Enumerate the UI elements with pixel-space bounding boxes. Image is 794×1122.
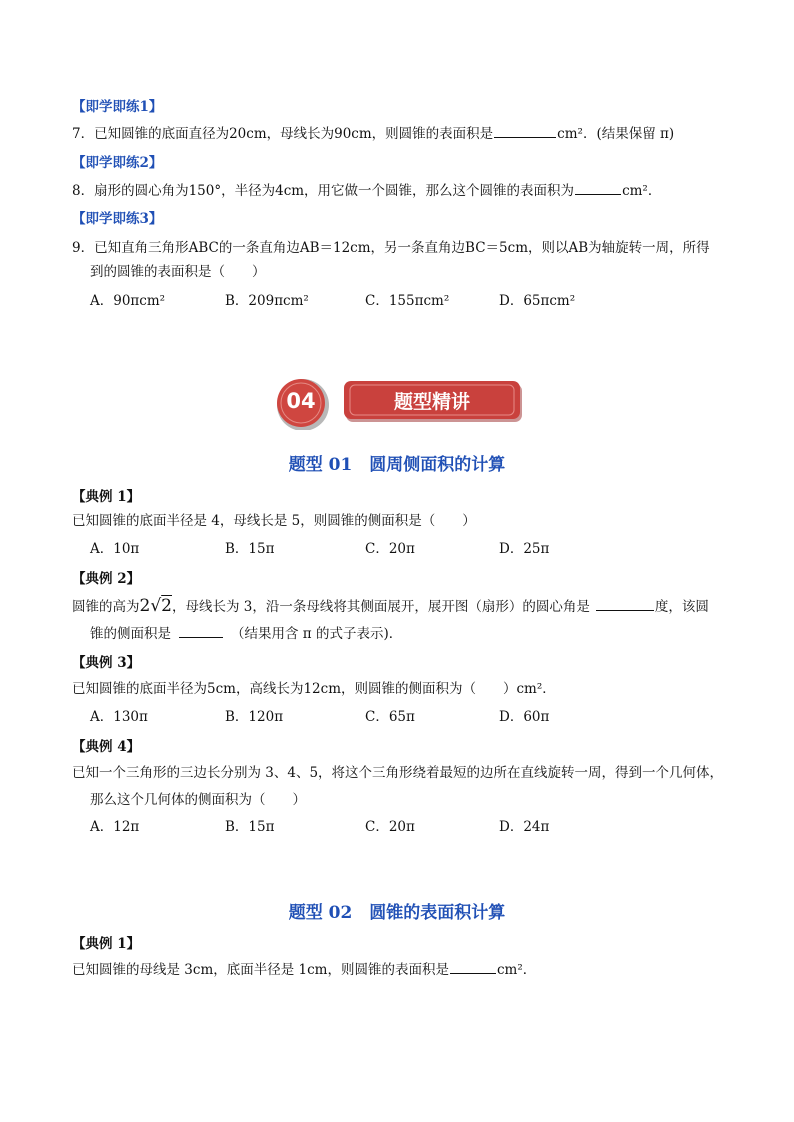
option-a: A．90πcm² (90, 293, 166, 309)
example-tag: 【典例 4】 (72, 739, 141, 755)
answer-blank (450, 960, 496, 974)
answer-blank (575, 181, 621, 195)
badge-number: 04 (286, 389, 316, 413)
option-c: C．20π (365, 541, 415, 557)
option-a: A．10π (90, 541, 140, 557)
example-tag: 【典例 3】 (72, 655, 141, 671)
example-2-line-2 (90, 624, 402, 644)
option-b: B．15π (225, 541, 275, 557)
example-4-line-1: 已知一个三角形的三边长分别为 3、4、5，将这个三角形绕着最短的边所在直线旋转一周，得到一个几何体， (72, 765, 724, 781)
example-tag: 【典例 1】 (72, 936, 141, 952)
option-c: C．155πcm² (365, 293, 450, 309)
sqrt-coefficient: 2 (139, 596, 151, 616)
option-c: C．65π (365, 709, 415, 725)
option-b: B．15π (225, 819, 275, 835)
option-b: B．120π (225, 709, 284, 725)
answer-blank (596, 597, 654, 611)
example-tag: 【典例 1】 (72, 489, 141, 505)
section-badge (272, 378, 524, 430)
option-a: A．130π (90, 709, 148, 725)
question-7-text: 7．已知圆锥的底面直径为20cm，母线长为90cm，则圆锥的表面积是 (72, 126, 494, 142)
sqrt-icon: √ (150, 596, 162, 616)
question-9-line-1: 9．已知直角三角形ABC的一条直角边AB＝12cm，另一条直角边BC＝5cm，则以AB为轴旋转一周，所得 (72, 240, 710, 256)
answer-blank (179, 624, 223, 638)
question-8-text: 8．扇形的圆心角为150°，半径为4cm，用它做一个圆锥，那么这个圆锥的表面积为 (72, 183, 575, 199)
example-2-text-a: 圆锥的高为 (72, 599, 140, 615)
example-2-text-c: 度，该圆 (654, 599, 709, 615)
practice-tag-1: 【即学即练1】 (72, 99, 163, 115)
option-d: D．60π (499, 709, 550, 725)
type2-example-1-question (72, 960, 536, 980)
example-2-text-b: ，母线长为 3，沿一条母线将其侧面展开，展开图（扇形）的圆心角是 (172, 599, 590, 615)
sqrt-radicand: 2 (161, 596, 172, 616)
type2-example-1-text: 已知圆锥的母线是 3cm，底面半径是 1cm，则圆锥的表面积是 (72, 962, 449, 978)
example-tag: 【典例 2】 (72, 571, 141, 587)
question-7 (72, 124, 674, 144)
question-8 (72, 181, 661, 201)
question-9-line-2: 到的圆锥的表面积是（ ） (90, 264, 266, 280)
option-d: D．24π (499, 819, 550, 835)
example-2-text-e: （结果用含 π 的式子表示)． (231, 626, 403, 642)
example-4-line-2: 那么这个几何体的侧面积为（ ） (90, 792, 306, 808)
option-b: B．209πcm² (225, 293, 309, 309)
example-2-text-d: 锥的侧面积是 (90, 626, 171, 642)
practice-tag-3: 【即学即练3】 (72, 211, 163, 227)
type2-title: 题型 02 圆锥的表面积计算 (288, 903, 506, 923)
option-a: A．12π (90, 819, 140, 835)
type2-example-1-unit: cm²． (496, 962, 537, 978)
badge-label: 题型精讲 (393, 391, 470, 413)
option-c: C．20π (365, 819, 415, 835)
answer-blank (494, 124, 556, 138)
question-8-unit: cm²． (622, 183, 662, 199)
example-3-unit: cm²． (516, 681, 556, 697)
practice-tag-2: 【即学即练2】 (72, 155, 163, 171)
example-1-question: 已知圆锥的底面半径是 4，母线长是 5，则圆锥的侧面积是（ ） (72, 513, 476, 529)
option-d: D．25π (499, 541, 550, 557)
example-2-line-1 (72, 596, 709, 617)
example-3-question (72, 679, 556, 699)
type1-title: 题型 01 圆周侧面积的计算 (288, 455, 506, 475)
example-3-text: 已知圆锥的底面半径为5cm，高线长为12cm，则圆锥的侧面积为（ ） (72, 681, 517, 697)
option-d: D．65πcm² (499, 293, 576, 309)
question-7-unit: cm²．(结果保留 π) (557, 126, 675, 142)
